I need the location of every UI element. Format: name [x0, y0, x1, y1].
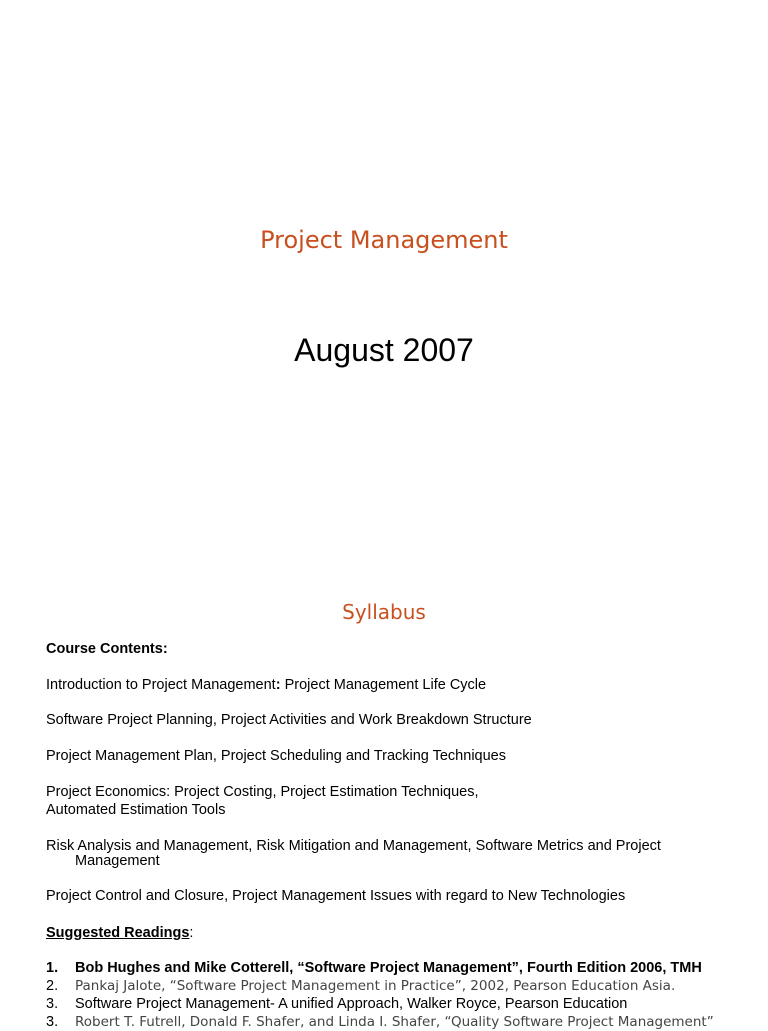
topic-introduction: [46, 677, 486, 693]
reading-number: 3.: [46, 996, 59, 1012]
suggested-readings-colon: :: [189, 925, 194, 941]
document-date: August 2007: [294, 332, 474, 368]
reading-text: Software Project Management- A unified Approach, Walker Royce, Pearson Education: [75, 996, 628, 1012]
reading-text: Bob Hughes and Mike Cotterell, “Software Project Management”, Fourth Edition 2006, TMH: [75, 960, 702, 976]
document-title: Project Management: [260, 226, 508, 254]
reading-item: [46, 977, 675, 995]
reading-number: 3.: [46, 1014, 59, 1030]
topic-control-closure: Project Control and Closure, Project Management Issues with regard to New Technologies: [46, 888, 626, 904]
reading-number: 2.: [46, 978, 59, 994]
course-contents-label: Course Contents:: [46, 641, 168, 657]
topic-economics-line1: Project Economics: Project Costing, Project Estimation Techniques,: [46, 784, 479, 800]
topic-economics-line2: Automated Estimation Tools: [46, 802, 226, 818]
reading-text: Robert T. Futrell, Donald F. Shafer, and Linda I. Shafer, “Quality Software Project Management”: [75, 1014, 714, 1030]
topic-risk-line1: Risk Analysis and Management, Risk Mitigation and Management, Software Metrics and Project: [46, 838, 661, 854]
topic-introduction-detail: Project Management Life Cycle: [280, 677, 487, 693]
reading-text: Pankaj Jalote, “Software Project Management in Practice”, 2002, Pearson Education Asia.: [75, 978, 676, 994]
topic-introduction-title: Introduction to Project Management: [46, 677, 276, 693]
reading-item: [46, 995, 627, 1013]
topic-risk-line2: Management: [75, 853, 160, 869]
topic-plan-scheduling: Project Management Plan, Project Scheduling and Tracking Techniques: [46, 748, 506, 764]
topic-planning: Software Project Planning, Project Activities and Work Breakdown Structure: [46, 712, 532, 728]
reading-item: [46, 959, 702, 977]
suggested-readings-label: Suggested Readings: [46, 925, 190, 941]
reading-number: 1.: [46, 960, 59, 976]
suggested-readings-heading: [46, 925, 193, 941]
syllabus-heading: Syllabus: [342, 600, 426, 624]
topic-introduction-colon: :: [275, 677, 281, 693]
reading-item: [46, 1013, 714, 1031]
